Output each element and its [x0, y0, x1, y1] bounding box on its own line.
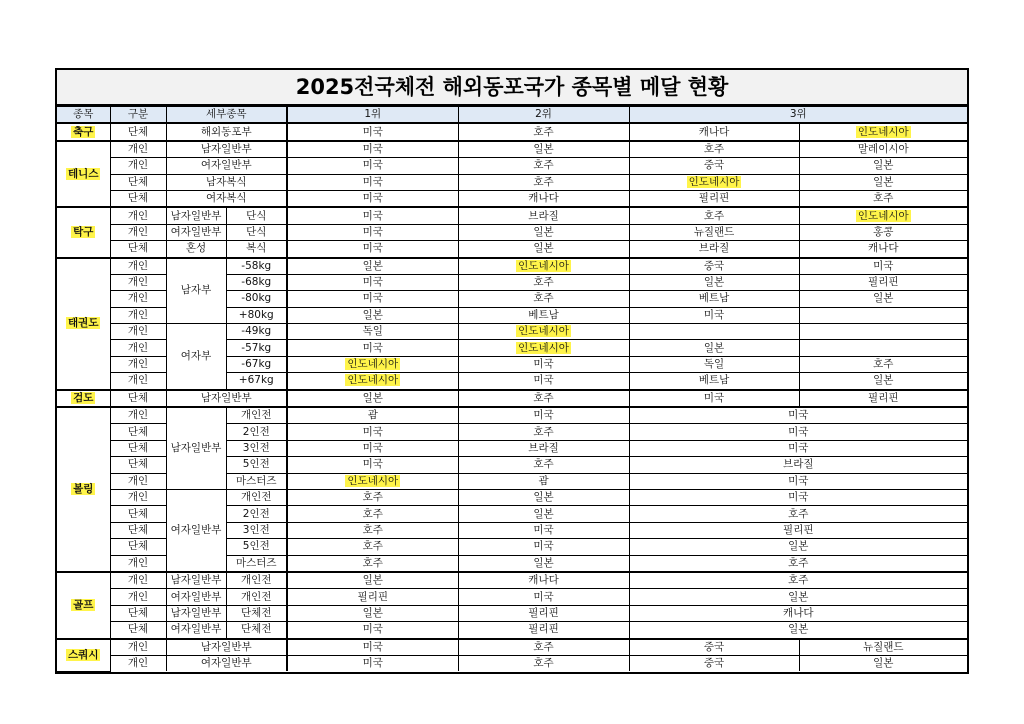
sport-label: 축구: [73, 125, 94, 138]
type-cell: 단체: [110, 506, 166, 522]
division-cell: 남자일반부: [166, 407, 226, 489]
first-place-cell: 일본: [287, 307, 458, 323]
type-cell: 개인: [110, 473, 166, 489]
first-place-cell: 미국: [287, 655, 458, 671]
first-place-cell: [287, 356, 458, 372]
division-cell: 남자복식: [166, 174, 287, 190]
third-place-cell-a: 일본: [629, 274, 799, 290]
sport-label: 볼링: [73, 482, 94, 495]
sport-label: 테니스: [68, 167, 99, 180]
event-cell: 복식: [226, 241, 287, 258]
table-row: [57, 639, 967, 656]
table-row: [57, 258, 967, 275]
header-second: 2위: [458, 107, 629, 124]
division-cell: 남자일반부: [166, 141, 287, 158]
first-place-cell: 미국: [287, 123, 458, 140]
third-place-cell: 미국: [629, 424, 967, 440]
first-place-cell: 호주: [287, 539, 458, 555]
table-header: [57, 107, 967, 124]
type-cell: 단체: [110, 424, 166, 440]
event-cell: 5인전: [226, 539, 287, 555]
third-place-cell: 일본: [629, 589, 967, 605]
event-cell: -67kg: [226, 356, 287, 372]
first-place-cell: 미국: [287, 174, 458, 190]
third-place-cell-b: 호주: [799, 356, 967, 372]
event-cell: 개인전: [226, 572, 287, 589]
first-place-cell: [287, 473, 458, 489]
second-place-cell: 미국: [458, 589, 629, 605]
sport-cell: [57, 572, 110, 639]
third-place-cell-a: 브라질: [629, 241, 799, 258]
event-cell: -49kg: [226, 324, 287, 340]
second-place-cell: 일본: [458, 555, 629, 572]
third-place-cell-b: 미국: [799, 258, 967, 275]
sport-label: 탁구: [73, 225, 94, 238]
type-cell: 단체: [110, 539, 166, 555]
third-place-cell-b: [799, 340, 967, 356]
highlight-mark: 인도네시아: [518, 341, 569, 354]
medal-sheet: [55, 68, 969, 674]
third-place-cell-a: 독일: [629, 356, 799, 372]
first-place-cell: 미국: [287, 241, 458, 258]
type-cell: 단체: [110, 522, 166, 538]
second-place-cell: [458, 324, 629, 340]
type-cell: 개인: [110, 555, 166, 572]
third-place-cell-b: [799, 324, 967, 340]
third-place-cell-a: 캐나다: [629, 123, 799, 140]
third-place-cell: 캐나다: [629, 605, 967, 621]
first-place-cell: 미국: [287, 207, 458, 224]
second-place-cell: 일본: [458, 224, 629, 240]
first-place-cell: 호주: [287, 555, 458, 572]
type-cell: 개인: [110, 489, 166, 505]
first-place-cell: 미국: [287, 224, 458, 240]
event-cell: 마스터즈: [226, 473, 287, 489]
second-place-cell: 일본: [458, 141, 629, 158]
type-cell: 개인: [110, 307, 166, 323]
highlight-mark: 인도네시아: [347, 374, 399, 387]
second-place-cell: 호주: [458, 457, 629, 473]
first-place-cell: 미국: [287, 457, 458, 473]
sport-cell: [57, 639, 110, 672]
division-cell: 여자일반부: [166, 158, 287, 174]
event-cell: -68kg: [226, 274, 287, 290]
second-place-cell: 필리핀: [458, 622, 629, 639]
first-place-cell: 미국: [287, 141, 458, 158]
first-place-cell: 미국: [287, 340, 458, 356]
table-row: [57, 655, 967, 671]
event-cell: -58kg: [226, 258, 287, 275]
type-cell: 개인: [110, 158, 166, 174]
type-cell: 개인: [110, 572, 166, 589]
third-place-cell-b: 호주: [799, 190, 967, 207]
third-place-cell-b: 일본: [799, 158, 967, 174]
third-place-cell-b: 캐나다: [799, 241, 967, 258]
table-row: [57, 190, 967, 207]
second-place-cell: 미국: [458, 373, 629, 390]
event-cell: 단체전: [226, 605, 287, 621]
first-place-cell: 미국: [287, 424, 458, 440]
third-place-cell-b: 뉴질랜드: [799, 639, 967, 656]
type-cell: 개인: [110, 639, 166, 656]
division-cell: 남자일반부: [166, 207, 226, 224]
third-place-cell-a: 호주: [629, 141, 799, 158]
type-cell: 단체: [110, 605, 166, 621]
second-place-cell: 괌: [458, 473, 629, 489]
third-place-cell: 미국: [629, 473, 967, 489]
first-place-cell: [287, 373, 458, 390]
table-row: [57, 224, 967, 240]
second-place-cell: 미국: [458, 407, 629, 424]
second-place-cell: 캐나다: [458, 572, 629, 589]
third-place-cell-a: 호주: [629, 207, 799, 224]
type-cell: 단체: [110, 622, 166, 639]
third-place-cell-b: 필리핀: [799, 274, 967, 290]
type-cell: 개인: [110, 274, 166, 290]
event-cell: 개인전: [226, 407, 287, 424]
header-type: 구분: [110, 107, 166, 124]
table-row: [57, 572, 967, 589]
first-place-cell: 일본: [287, 572, 458, 589]
third-place-cell: 미국: [629, 407, 967, 424]
table-row: [57, 141, 967, 158]
event-cell: -57kg: [226, 340, 287, 356]
type-cell: 개인: [110, 373, 166, 390]
division-cell: 여자일반부: [166, 589, 226, 605]
first-place-cell: 미국: [287, 158, 458, 174]
first-place-cell: 미국: [287, 291, 458, 307]
first-place-cell: 미국: [287, 440, 458, 456]
third-place-cell: 일본: [629, 539, 967, 555]
division-cell: 여자일반부: [166, 655, 287, 671]
second-place-cell: 미국: [458, 522, 629, 538]
second-place-cell: [458, 258, 629, 275]
sport-cell: [57, 390, 110, 407]
third-place-cell-b: 일본: [799, 373, 967, 390]
event-cell: 3인전: [226, 440, 287, 456]
division-cell: 여자일반부: [166, 489, 226, 571]
table-row: [57, 622, 967, 639]
first-place-cell: 일본: [287, 605, 458, 621]
highlight-mark: 인도네시아: [347, 474, 399, 487]
third-place-cell-a: 중국: [629, 639, 799, 656]
second-place-cell: 호주: [458, 291, 629, 307]
table-row: [57, 241, 967, 258]
first-place-cell: 괌: [287, 407, 458, 424]
type-cell: 개인: [110, 356, 166, 372]
third-place-cell-a: 베트남: [629, 291, 799, 307]
third-place-cell-b: [799, 207, 967, 224]
event-cell: 개인전: [226, 589, 287, 605]
first-place-cell: 미국: [287, 190, 458, 207]
type-cell: 단체: [110, 440, 166, 456]
second-place-cell: 호주: [458, 274, 629, 290]
first-place-cell: 필리핀: [287, 589, 458, 605]
type-cell: 개인: [110, 207, 166, 224]
table-row: [57, 390, 967, 407]
third-place-cell-b: 일본: [799, 291, 967, 307]
third-place-cell-b: [799, 307, 967, 323]
third-place-cell-b: 일본: [799, 174, 967, 190]
type-cell: 단체: [110, 190, 166, 207]
highlight-mark: 인도네시아: [518, 259, 569, 272]
sport-cell: [57, 258, 110, 390]
first-place-cell: 일본: [287, 258, 458, 275]
type-cell: 단체: [110, 123, 166, 140]
medal-table: [57, 106, 967, 672]
first-place-cell: 미국: [287, 274, 458, 290]
sport-label: 스쿼시: [68, 648, 99, 661]
table-row: [57, 207, 967, 224]
type-cell: 단체: [110, 390, 166, 407]
header-third: 3위: [629, 107, 967, 124]
third-place-cell-b: 필리핀: [799, 390, 967, 407]
sport-label: 태권도: [68, 317, 99, 330]
highlight-mark: 인도네시아: [518, 325, 569, 338]
third-place-cell-b: 일본: [799, 655, 967, 671]
header-detail: 세부종목: [166, 107, 287, 124]
second-place-cell: 일본: [458, 489, 629, 505]
division-cell: 남자일반부: [166, 572, 226, 589]
division-cell: 여자일반부: [166, 622, 226, 639]
second-place-cell: 일본: [458, 241, 629, 258]
third-place-cell-a: 미국: [629, 390, 799, 407]
type-cell: 개인: [110, 589, 166, 605]
highlight-mark: 인도네시아: [347, 358, 399, 371]
first-place-cell: 호주: [287, 506, 458, 522]
first-place-cell: 호주: [287, 489, 458, 505]
type-cell: 개인: [110, 324, 166, 340]
first-place-cell: 미국: [287, 639, 458, 656]
division-cell: 여자부: [166, 324, 226, 390]
division-cell: 혼성: [166, 241, 226, 258]
second-place-cell: 호주: [458, 123, 629, 140]
type-cell: 단체: [110, 174, 166, 190]
table-row: [57, 324, 967, 340]
event-cell: 개인전: [226, 489, 287, 505]
third-place-cell-a: 중국: [629, 158, 799, 174]
header-first: 1위: [287, 107, 458, 124]
third-place-cell-a: 중국: [629, 258, 799, 275]
table-row: [57, 489, 967, 505]
division-cell: 여자일반부: [166, 224, 226, 240]
second-place-cell: 호주: [458, 639, 629, 656]
third-place-cell-b: 말레이시아: [799, 141, 967, 158]
table-row: [57, 407, 967, 424]
type-cell: 단체: [110, 457, 166, 473]
third-place-cell-a: [629, 324, 799, 340]
third-place-cell: 미국: [629, 489, 967, 505]
event-cell: 2인전: [226, 506, 287, 522]
type-cell: 개인: [110, 340, 166, 356]
page-title: 2025전국체전 해외동포국가 종목별 메달 현황: [57, 70, 967, 106]
second-place-cell: 호주: [458, 390, 629, 407]
sport-cell: [57, 123, 110, 140]
third-place-cell-a: 미국: [629, 307, 799, 323]
highlight-mark: 인도네시아: [688, 175, 740, 188]
second-place-cell: 호주: [458, 158, 629, 174]
type-cell: 개인: [110, 141, 166, 158]
second-place-cell: 호주: [458, 174, 629, 190]
highlight-mark: 인도네시아: [857, 209, 909, 222]
table-row: [57, 589, 967, 605]
event-cell: 단식: [226, 224, 287, 240]
table-row: [57, 123, 967, 140]
third-place-cell-a: 뉴질랜드: [629, 224, 799, 240]
sport-label: 검도: [73, 391, 94, 404]
first-place-cell: 일본: [287, 390, 458, 407]
highlight-mark: 인도네시아: [857, 125, 909, 138]
second-place-cell: 일본: [458, 506, 629, 522]
third-place-cell: 호주: [629, 572, 967, 589]
event-cell: 단식: [226, 207, 287, 224]
third-place-cell: 미국: [629, 440, 967, 456]
first-place-cell: 미국: [287, 622, 458, 639]
division-cell: 남자일반부: [166, 605, 226, 621]
second-place-cell: 호주: [458, 655, 629, 671]
second-place-cell: 베트남: [458, 307, 629, 323]
sport-cell: [57, 207, 110, 257]
third-place-cell: 호주: [629, 506, 967, 522]
type-cell: 개인: [110, 291, 166, 307]
third-place-cell-a: 베트남: [629, 373, 799, 390]
division-cell: 남자부: [166, 258, 226, 324]
third-place-cell: 일본: [629, 622, 967, 639]
third-place-cell-b: [799, 123, 967, 140]
third-place-cell: 필리핀: [629, 522, 967, 538]
type-cell: 개인: [110, 407, 166, 424]
second-place-cell: [458, 340, 629, 356]
event-cell: 5인전: [226, 457, 287, 473]
event-cell: +80kg: [226, 307, 287, 323]
type-cell: 개인: [110, 258, 166, 275]
table-row: [57, 605, 967, 621]
second-place-cell: 캐나다: [458, 190, 629, 207]
second-place-cell: 호주: [458, 424, 629, 440]
third-place-cell-a: 필리핀: [629, 190, 799, 207]
event-cell: -80kg: [226, 291, 287, 307]
second-place-cell: 미국: [458, 539, 629, 555]
sport-label: 골프: [73, 598, 94, 611]
event-cell: +67kg: [226, 373, 287, 390]
header-sport: 종목: [57, 107, 110, 124]
second-place-cell: 필리핀: [458, 605, 629, 621]
type-cell: 개인: [110, 655, 166, 671]
third-place-cell-a: [629, 174, 799, 190]
event-cell: 2인전: [226, 424, 287, 440]
second-place-cell: 브라질: [458, 440, 629, 456]
first-place-cell: 독일: [287, 324, 458, 340]
third-place-cell: 브라질: [629, 457, 967, 473]
division-cell: 여자복식: [166, 190, 287, 207]
table-row: [57, 174, 967, 190]
third-place-cell-a: 일본: [629, 340, 799, 356]
first-place-cell: 호주: [287, 522, 458, 538]
type-cell: 단체: [110, 241, 166, 258]
event-cell: 단체전: [226, 622, 287, 639]
second-place-cell: 브라질: [458, 207, 629, 224]
division-cell: 남자일반부: [166, 390, 287, 407]
second-place-cell: 미국: [458, 356, 629, 372]
sport-cell: [57, 407, 110, 572]
third-place-cell-a: 중국: [629, 655, 799, 671]
table-row: [57, 158, 967, 174]
third-place-cell: 호주: [629, 555, 967, 572]
event-cell: 마스터즈: [226, 555, 287, 572]
type-cell: 개인: [110, 224, 166, 240]
third-place-cell-b: 홍콩: [799, 224, 967, 240]
sport-cell: [57, 141, 110, 208]
event-cell: 3인전: [226, 522, 287, 538]
division-cell: 해외동포부: [166, 123, 287, 140]
division-cell: 남자일반부: [166, 639, 287, 656]
